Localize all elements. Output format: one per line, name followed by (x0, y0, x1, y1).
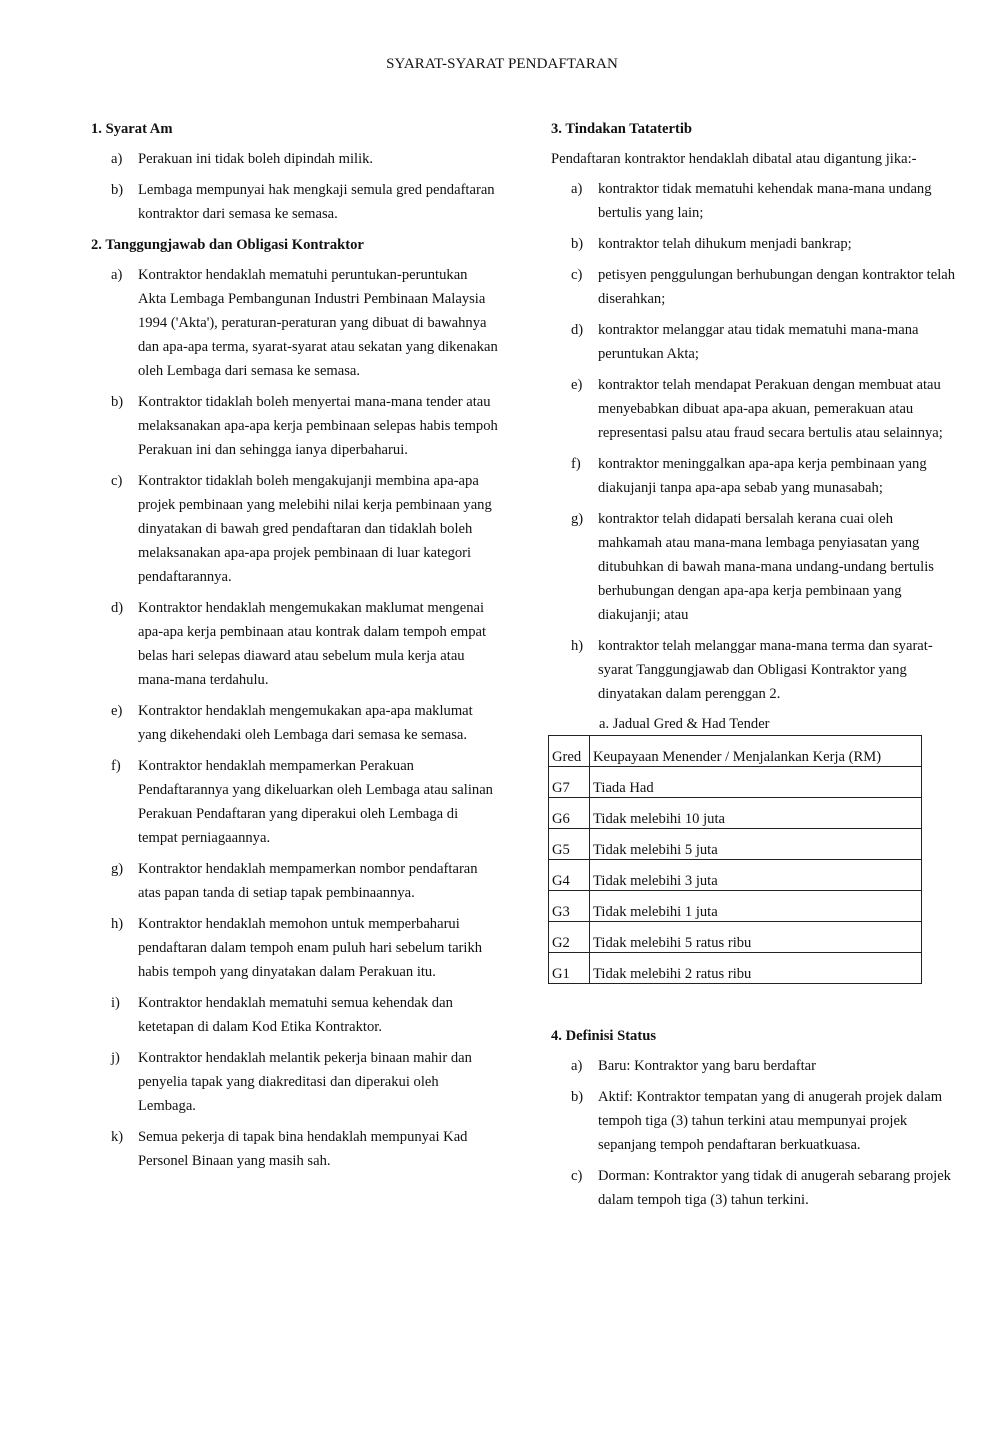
list-item (91, 147, 511, 171)
list-item (91, 596, 511, 692)
item-marker: d) (571, 322, 584, 338)
item-text: Kontraktor hendaklah mempamerkan nombor pendaftaran atas papan tanda di setiap tapak pembinaannya. (138, 861, 478, 901)
table-row (549, 953, 922, 984)
item-marker: j) (111, 1050, 120, 1066)
item-marker: a) (111, 151, 123, 167)
item-marker: b) (571, 1089, 584, 1105)
item-marker: d) (111, 600, 124, 616)
table-cell: G3 (549, 891, 590, 922)
item-text: Aktif: Kontraktor tempatan yang di anugerah projek dalam tempoh tiga (3) tahun terkini atau mempunyai projek sepanjang tempoh pendaftaran berkuatkuasa. (598, 1089, 943, 1153)
item-text: Dorman: Kontraktor yang tidak di anugerah sebarang projek dalam tempoh tiga (3) tahun terkini. (598, 1168, 951, 1208)
item-text: Kontraktor hendaklah mengemukakan apa-apa maklumat yang dikehendaki oleh Lembaga dari semasa ke semasa. (138, 703, 473, 743)
table-row (549, 829, 922, 860)
table-cell: Tiada Had (590, 767, 922, 798)
item-text: Semua pekerja di tapak bina hendaklah mempunyai Kad Personel Binaan yang masih sah. (138, 1129, 468, 1169)
table-caption: a. Jadual Gred & Had Tender (599, 716, 770, 732)
table-header-row (549, 736, 922, 767)
item-marker: h) (111, 916, 124, 932)
section-heading-tanggungjawab: 2. Tanggungjawab dan Obligasi Kontraktor (91, 237, 364, 253)
table-cell: Tidak melebihi 3 juta (590, 860, 922, 891)
item-marker: b) (571, 236, 584, 252)
item-text: Kontraktor hendaklah mematuhi peruntukan-peruntukan Akta Lembaga Pembangunan Industri Pembinaan Malaysia 1994 ('Akta'), peraturan-peraturan yang dibuat di bawahnya dan apa-apa terma, syarat-syarat atau sekatan yang dikenakan oleh Lembaga dari semasa ke semasa. (138, 267, 498, 379)
left-column (91, 117, 511, 1180)
list-item (551, 1054, 971, 1078)
list-item (551, 318, 971, 366)
grade-table (548, 735, 922, 984)
item-marker: i) (111, 995, 120, 1011)
table-row (549, 767, 922, 798)
table-row (549, 922, 922, 953)
item-text: Kontraktor tidaklah boleh mengakujanji membina apa-apa projek pembinaan yang melebihi nilai kerja pembinaan yang dinyatakan di bawah gred pendaftaran dan tidaklah boleh melaksanakan apa-apa projek pembinaan di luar kategori pendaftarannya. (138, 473, 492, 585)
right-column (551, 117, 971, 1219)
list-item (91, 912, 511, 984)
item-marker: c) (571, 1168, 583, 1184)
item-marker: b) (111, 394, 124, 410)
table-cell: Tidak melebihi 10 juta (590, 798, 922, 829)
list-item (91, 991, 511, 1039)
list-item (551, 373, 971, 445)
item-text: Kontraktor tidaklah boleh menyertai mana-mana tender atau melaksanakan apa-apa kerja pembinaan selepas habis tempoh Perakuan ini dan sehingga ianya diperbaharui. (138, 394, 498, 458)
item-marker: e) (111, 703, 123, 719)
item-text: Kontraktor hendaklah mengemukakan maklumat mengenai apa-apa kerja pembinaan atau kontrak dalam tempoh empat belas hari selepas diaward atau sebelum mula kerja atau mana-mana terdahulu. (138, 600, 487, 688)
item-marker: g) (111, 861, 124, 877)
item-marker: k) (111, 1129, 124, 1145)
list-item (91, 390, 511, 462)
section-intro: Pendaftaran kontraktor hendaklah dibatal atau digantung jika:- (551, 151, 917, 167)
item-marker: f) (111, 758, 121, 774)
item-text: kontraktor telah didapati bersalah kerana cuai oleh mahkamah atau mana-mana lembaga penyiasatan yang ditubuhkan di bawah mana-mana undang-undang bertulis berhubungan dengan apa-apa kerja pembinaan yang diakujanji; atau (598, 511, 934, 623)
table-row (549, 891, 922, 922)
item-text: Kontraktor hendaklah mempamerkan Perakuan Pendaftarannya yang dikeluarkan oleh Lembaga atau salinan Perakuan Pendaftaran yang diperakui oleh Lembaga di tempat perniagaannya. (138, 758, 493, 846)
table-cell: Tidak melebihi 5 ratus ribu (590, 922, 922, 953)
item-text: Perakuan ini tidak boleh dipindah milik. (138, 151, 374, 167)
item-text: kontraktor tidak mematuhi kehendak mana-mana undang bertulis yang lain; (598, 181, 932, 221)
list-item (91, 857, 511, 905)
item-marker: c) (111, 473, 123, 489)
list-item (551, 232, 971, 256)
definisi-status-list (551, 1054, 971, 1212)
table-cell: G7 (549, 767, 590, 798)
table-row (549, 798, 922, 829)
tatatertib-list (551, 177, 971, 706)
item-marker: e) (571, 377, 583, 393)
page-title: SYARAT-SYARAT PENDAFTARAN (386, 56, 618, 72)
section-heading-tatatertib: 3. Tindakan Tatatertib (551, 121, 692, 137)
section-heading-definisi-status: 4. Definisi Status (551, 1028, 657, 1044)
item-text: Kontraktor hendaklah memohon untuk memperbaharui pendaftaran dalam tempoh enam puluh hari sebelum tarikh habis tempoh yang dinyatakan dalam Perakuan itu. (138, 916, 483, 980)
table-cell: G1 (549, 953, 590, 984)
list-item (91, 699, 511, 747)
item-marker: f) (571, 456, 581, 472)
list-item (91, 469, 511, 589)
table-header-cell: Gred (549, 736, 590, 767)
item-marker: a) (571, 181, 583, 197)
list-item (551, 1085, 971, 1157)
tanggungjawab-list (91, 263, 511, 1173)
table-cell: Tidak melebihi 2 ratus ribu (590, 953, 922, 984)
list-item (91, 263, 511, 383)
table-cell: G2 (549, 922, 590, 953)
list-item (551, 1164, 971, 1212)
list-item (91, 178, 511, 226)
item-text: kontraktor telah mendapat Perakuan dengan membuat atau menyebabkan dibuat apa-apa akuan, pemerakuan atau representasi palsu atau fraud secara bertulis atau selainnya; (598, 377, 943, 441)
list-item (551, 452, 971, 500)
table-row (549, 860, 922, 891)
item-text: kontraktor telah melanggar mana-mana terma dan syarat-syarat Tanggungjawab dan Obligasi Kontraktor yang dinyatakan dalam perenggan 2. (598, 638, 933, 702)
list-item (551, 177, 971, 225)
item-marker: g) (571, 511, 584, 527)
item-marker: h) (571, 638, 584, 654)
table-header-cell: Keupayaan Menender / Menjalankan Kerja (RM) (590, 736, 922, 767)
item-marker: a) (571, 1058, 583, 1074)
item-marker: c) (571, 267, 583, 283)
section-heading-syarat-am: 1. Syarat Am (91, 121, 173, 137)
list-item (551, 634, 971, 706)
list-item (551, 507, 971, 627)
item-text: Kontraktor hendaklah melantik pekerja binaan mahir dan penyelia tapak yang diakreditasi dan diperakui oleh Lembaga. (138, 1050, 472, 1114)
item-text: kontraktor meninggalkan apa-apa kerja pembinaan yang diakujanji tanpa apa-apa sebab yang munasabah; (598, 456, 927, 496)
table-cell: G6 (549, 798, 590, 829)
item-text: Kontraktor hendaklah mematuhi semua kehendak dan ketetapan di dalam Kod Etika Kontraktor. (138, 995, 453, 1035)
table-cell: G5 (549, 829, 590, 860)
item-text: kontraktor melanggar atau tidak mematuhi mana-mana peruntukan Akta; (598, 322, 919, 362)
list-item (91, 754, 511, 850)
item-text: petisyen penggulungan berhubungan dengan kontraktor telah diserahkan; (598, 267, 956, 307)
table-cell: Tidak melebihi 5 juta (590, 829, 922, 860)
item-text: kontraktor telah dihukum menjadi bankrap; (598, 236, 852, 252)
list-item (91, 1125, 511, 1173)
list-item (551, 263, 971, 311)
item-marker: b) (111, 182, 124, 198)
table-cell: G4 (549, 860, 590, 891)
syarat-am-list (91, 147, 511, 226)
item-text: Lembaga mempunyai hak mengkaji semula gred pendaftaran kontraktor dari semasa ke semasa. (138, 182, 495, 222)
list-item (91, 1046, 511, 1118)
table-cell: Tidak melebihi 1 juta (590, 891, 922, 922)
item-text: Baru: Kontraktor yang baru berdaftar (598, 1058, 817, 1074)
item-marker: a) (111, 267, 123, 283)
